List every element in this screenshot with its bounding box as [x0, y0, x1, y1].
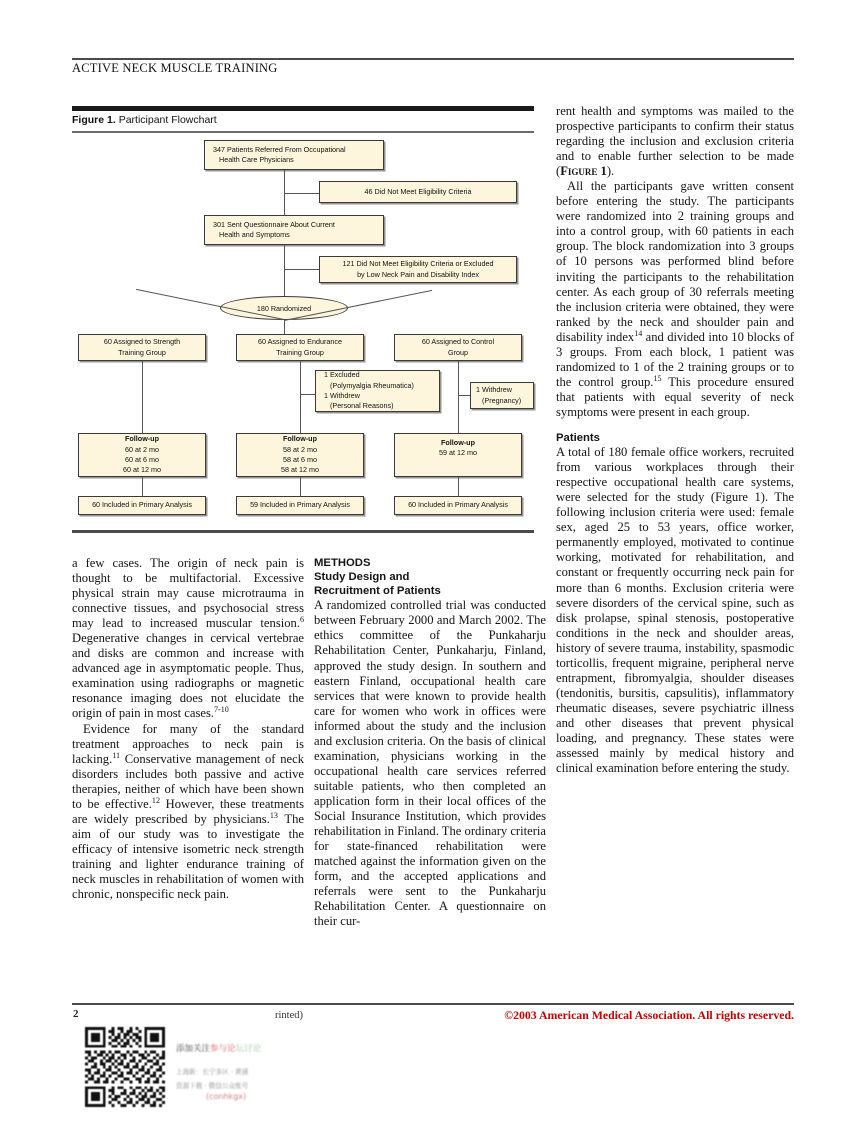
flow-node-endurance-line1: 60 Assigned to Endurance — [258, 337, 342, 347]
running-head: ACTIVE NECK MUSCLE TRAINING — [72, 61, 278, 75]
flow-node-questionnaire — [204, 215, 384, 245]
mid-paragraph-1: A randomized controlled trial was conducted between February 2000 and March 2002. The ethics committee of the Punkaharju Rehabilitation Center, Punkaharju, Finland, approved the study design. In southern and eastern Finland, occupational health care services that were known to provide health care for women who work in offices were informed about the study and the inclusion and exclusion criteria. On the basis of clinical examination, physicians working in the occupational health care services referred suitable patients, who then completed an application form in their local offices of the Social Insurance Institution, which provides rehabilitation in Finland. The ordinary criteria for state-financed rehabilitation were matched against the information given on the form, and the accepted applications and referrals were sent to the Punkaharju Rehabilitation Center. A questionnaire on their cur- — [314, 598, 546, 929]
left-para2-a: Evidence for many of the standard treatment approaches to neck pain is lacking. — [72, 721, 304, 766]
subheading-study-design-line2: Recruitment of Patients — [314, 585, 441, 598]
connector-control-down — [458, 361, 459, 433]
flow-node-control-loss — [470, 382, 534, 409]
right-para2-a: All the participants gave written consent before entering the study. The participants were randomized into 2 training groups and into a control group, with 60 patients in each group. The block randomization into 3 groups of 10 persons was performed blind before inviting the participants to the rehabilitation center. As each group of 30 referrals meeting the inclusion criteria were obtained, they were ranked by the neck and shoulder pain and disability index — [556, 179, 794, 344]
flow-node-endurance-loss-line4: (Personal Reasons) — [330, 401, 394, 411]
figure-caption-text: Participant Flowchart — [118, 114, 217, 126]
figure-label: Figure 1. — [72, 114, 116, 126]
footer-rule — [72, 1003, 794, 1005]
flow-node-excluded-46-text: 46 Did Not Meet Eligibility Criteria — [364, 186, 472, 196]
body-column-right — [556, 104, 794, 776]
flow-node-strength-line2: Training Group — [118, 347, 166, 357]
flow-node-endurance-group — [236, 334, 364, 361]
flow-node-referred — [204, 140, 384, 170]
flow-node-strength-line1: 60 Assigned to Strength — [103, 337, 181, 347]
right-para2-c: This procedure ensured that patients with equal severity of neck symptoms were present in each group. — [556, 374, 794, 419]
flow-node-excluded-121-line1: 121 Did Not Meet Eligibility Criteria or Excluded — [342, 259, 494, 269]
flow-followup-endurance-title: Follow-up — [283, 434, 317, 444]
flow-followup-strength-l2: 60 at 6 mo — [125, 455, 159, 464]
footer-reprinted-note: rinted) — [275, 1010, 303, 1021]
left-para1-b: Degenerative changes in cervical vertebrae and disks are common and increase with advanced age in asymptomatic people. Thus, examination using radiographs or magnetic resonance imaging does not elucidate the origin of pain in most cases. — [72, 631, 304, 721]
flow-node-endurance-loss-line3: 1 Withdrew — [324, 391, 360, 400]
copyright-notice: ©2003 American Medical Association. All rights reserved. — [504, 1008, 794, 1022]
flow-followup-control-l1: 59 at 12 mo — [439, 448, 477, 458]
flow-node-endurance-loss — [315, 370, 440, 412]
flow-node-randomized — [220, 296, 348, 320]
flow-node-endurance-loss-line1: 1 Excluded — [324, 370, 360, 380]
qr-caption-highlight-2: 坛讨论 — [235, 1044, 262, 1054]
flow-node-control-line2: Group — [448, 347, 468, 357]
left-para2-d: The aim of our study was to investigate the efficacy of intensive isometric neck strength training and lighter endurance training of neck muscles in rehabilitation of women with chronic, nonspecific neck pain. — [72, 811, 304, 902]
flow-analysis-control-text: 60 Included in Primary Analysis — [408, 500, 508, 510]
flow-node-control-loss-line1: 1 Withdrew — [476, 385, 512, 395]
flow-followup-strength-l3: 60 at 12 mo — [123, 465, 161, 475]
right-para2-ref-14: 14 — [634, 328, 643, 338]
flow-node-excluded-46 — [319, 181, 517, 203]
flow-node-control-line1: 60 Assigned to Control — [421, 337, 495, 347]
flow-node-referred-line2: Health Care Physicians — [219, 155, 294, 164]
flow-followup-control-title: Follow-up — [441, 438, 475, 447]
qr-code-icon — [82, 1024, 168, 1110]
connector-to-excluded46 — [284, 193, 319, 194]
left-para2-ref-12: 12 — [151, 795, 160, 805]
figure-top-rule — [72, 106, 534, 111]
flow-node-control-group — [394, 334, 522, 361]
flow-node-excluded-121 — [319, 256, 517, 283]
right-para1-b: ). — [606, 164, 615, 179]
connector-to-excluded121 — [284, 269, 319, 270]
qr-caption-line-4: (conhkgx) — [206, 1092, 247, 1101]
qr-caption-main — [176, 1042, 261, 1054]
right-paragraph-2 — [556, 179, 794, 420]
qr-caption-highlight-1: 参与论 — [210, 1044, 236, 1054]
right-para2-ref-15: 15 — [653, 373, 662, 383]
flow-node-control-loss-line2: (Pregnancy) — [482, 395, 522, 405]
connector-followup-strength-down — [142, 477, 143, 496]
flow-followup-endurance-l1: 58 at 2 mo — [283, 444, 317, 454]
right-para1-a: rent health and symptoms was mailed to the prospective participants to confirm their status regarding the inclusion and exclusion criteria and to enable further selection to be made ( — [556, 104, 794, 179]
flow-followup-strength-title: Follow-up — [125, 434, 159, 444]
flow-node-referred-line1: 347 Patients Referred From Occupational — [213, 144, 346, 154]
connector-questionnaire-down — [284, 245, 285, 297]
right-paragraph-1 — [556, 104, 794, 179]
connector-strength-down — [142, 361, 143, 433]
figure-caption — [72, 114, 534, 126]
left-para2-b: Conservative management of neck disorders includes both passive and active therapies, neither of which have been shown to be effective. — [72, 751, 304, 811]
body-column-left — [72, 556, 304, 902]
flow-node-randomized-text: 180 Randomized — [256, 303, 312, 313]
connector-referred-down — [284, 170, 285, 220]
qr-caption-line-3: 资源下载 · 微信公众账号 — [176, 1082, 249, 1090]
flow-node-analysis-strength — [78, 496, 206, 515]
flow-node-endurance-loss-line2: (Polymyalgia Rheumatica) — [330, 380, 414, 390]
flow-node-questionnaire-line2: Health and Symptoms — [219, 230, 290, 239]
connector-followup-endurance-down — [300, 477, 301, 496]
heading-patients: Patients — [556, 431, 600, 444]
left-paragraph-2 — [72, 722, 304, 903]
page-number: 2 — [73, 1008, 79, 1020]
heading-methods: METHODS — [314, 557, 371, 569]
left-para1-ref-6: 6 — [299, 615, 304, 624]
body-column-middle — [314, 556, 546, 929]
flow-node-excluded-121-line2: by Low Neck Pain and Disability Index — [357, 269, 479, 279]
right-paragraph-3: A total of 180 female office workers, recruited from various workplaces through their respective occupational health care systems, were selected for the study (Figure 1). The following inclusion criteria were used: female sex, aged 25 to 53 years, office worker, permanently employed, motivated to continue working, motivated for rehabilitation, and constant or frequently occurring neck pain for more than 6 months. Exclusion criteria were severe disorders of the cervical spine, such as disk prolapse, spinal stenosis, postoperative conditions in the neck and shoulder areas, history of severe trauma, instability, spasmodic torticollis, frequent migraine, peripheral nerve entrapment, fibromyalgia, shoulder diseases (tendonitis, bursitis, capsulitis), inflammatory rheumatic diseases, severe psychiatric illness and other diseases that prevent physical loading, and pregnancy. These states were assessed mainly by medical history and clinical examination before entering the study. — [556, 445, 794, 776]
connector-followup-control-down — [458, 477, 459, 496]
connector-to-endurance-loss — [300, 394, 315, 395]
subheading-study-design-line1: Study Design and — [314, 571, 410, 584]
flow-analysis-strength-text: 60 Included in Primary Analysis — [92, 500, 192, 510]
flow-node-followup-control — [394, 433, 522, 477]
qr-caption-line-2: 上海新：长宁多区 · 黄浦 — [176, 1068, 249, 1076]
flow-followup-strength-l1: 60 at 2 mo — [125, 444, 159, 454]
flow-node-analysis-control — [394, 496, 522, 515]
qr-caption-main-text: 添加关注 — [176, 1044, 211, 1054]
flow-node-analysis-endurance — [236, 496, 364, 515]
flow-node-questionnaire-line1: 301 Sent Questionnaire About Current — [213, 219, 335, 229]
running-head-rule — [72, 58, 794, 60]
figure-caption-rule — [72, 131, 534, 133]
left-paragraph-1 — [72, 556, 304, 722]
flow-analysis-endurance-text: 59 Included in Primary Analysis — [250, 500, 350, 510]
left-para2-ref-11: 11 — [112, 750, 120, 760]
left-para1-a: a few cases. The origin of neck pain is thought to be multifactorial. Excessive physical strain may cause microtrauma in connective tissues, and psychosocial stress may lead to increased muscular tension. — [72, 556, 304, 631]
flow-node-followup-endurance — [236, 433, 364, 477]
left-para2-c: However, these treatments are widely prescribed by physicians. — [72, 796, 304, 826]
flow-followup-endurance-l3: 58 at 12 mo — [281, 465, 319, 475]
left-para1-ref-710: 7-10 — [214, 705, 229, 715]
participant-flowchart — [72, 136, 534, 528]
flow-node-followup-strength — [78, 433, 206, 477]
flow-node-strength-group — [78, 334, 206, 361]
flow-followup-endurance-l2: 58 at 6 mo — [283, 455, 317, 464]
figure-reference: Figure 1 — [560, 164, 607, 179]
connector-to-control-loss — [458, 395, 470, 396]
right-para2-b: and divided into 10 blocks of 3 groups. From each block, 1 patient was randomized to 1 of the 2 training groups or to the control group. — [556, 329, 794, 389]
qr-code-overlay — [82, 1022, 282, 1114]
connector-endurance-down — [300, 361, 301, 433]
figure-bottom-rule — [72, 530, 534, 533]
left-para2-ref-13: 13 — [269, 810, 278, 820]
flow-node-endurance-line2: Training Group — [276, 347, 324, 357]
